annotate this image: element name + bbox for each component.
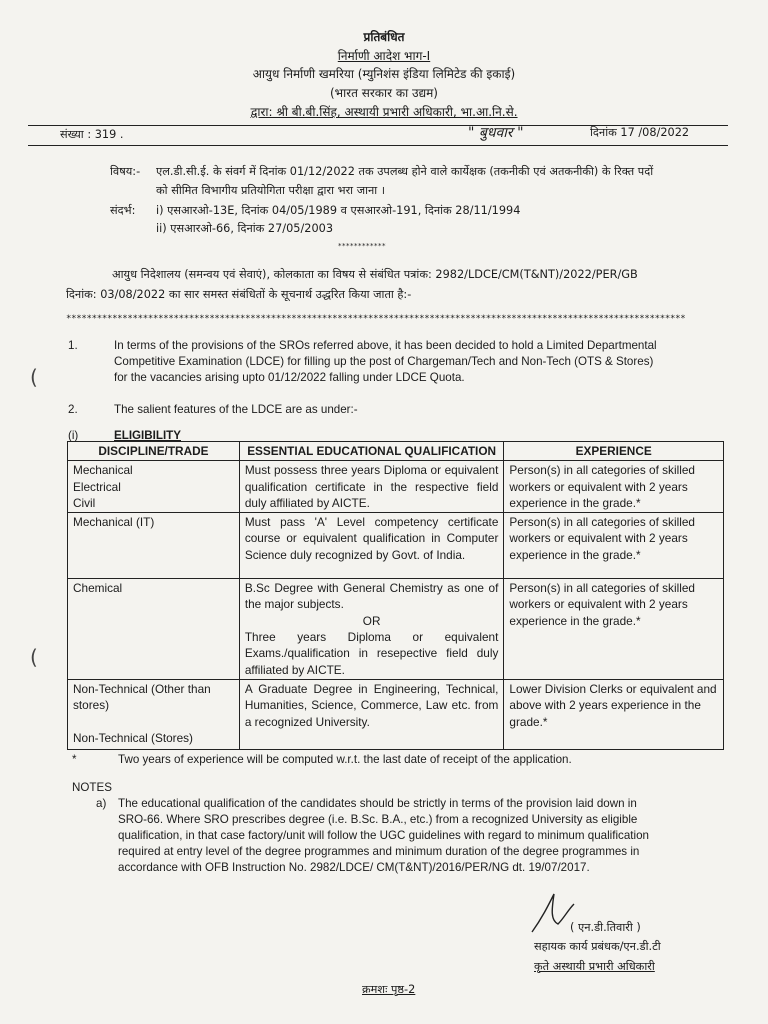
reference-1: i) एसआरओ-13E, दिनांक 04/05/1989 व एसआरओ-191, दिनांक 28/11/1994 bbox=[156, 204, 521, 217]
reference-2: ii) एसआरओ-66, दिनांक 27/05/2003 bbox=[156, 222, 334, 235]
trade-name: Electrical bbox=[73, 479, 121, 494]
issued-by: द्वारा: श्री बी.बी.सिंह, अस्थायी प्रभारी अधिकारी, भा.आ.नि.से. bbox=[250, 105, 518, 119]
column-header-experience: EXPERIENCE bbox=[504, 442, 724, 461]
eligibility-number: (i) bbox=[68, 429, 79, 442]
intro-line-1: आयुध निदेशालय (समन्वय एवं सेवाएं), कोलकाता का विषय से संबंधित पत्रांक: 2982/LDCE/CM(T&NT)/2022/PER/GB bbox=[112, 268, 638, 281]
trade-name: Non-Technical (Stores) bbox=[73, 730, 193, 745]
order-date: दिनांक 17 /08/2022 bbox=[590, 126, 690, 139]
govt-enterprise: (भारत सरकार का उद्यम) bbox=[330, 86, 438, 100]
eligibility-heading: ELIGIBILITY bbox=[114, 429, 181, 442]
trade-cell bbox=[68, 679, 240, 749]
table-row bbox=[68, 679, 724, 749]
qualification-cell: A Graduate Degree in Engineering, Technical, Humanities, Science, Commerce, Law etc. from a recognized University. bbox=[239, 679, 504, 749]
table-row bbox=[68, 579, 724, 680]
subject-line-1: एल.डी.सी.ई. के संवर्ग में दिनांक 01/12/2022 तक उपलब्ध होने वाले कार्येक्षक (तकनीकी एवं अतकनीकी) के रिक्त पदों bbox=[156, 165, 654, 178]
para2-number: 2. bbox=[68, 403, 78, 416]
experience-cell: Person(s) in all categories of skilled workers or equivalent with 2 years experience in the grade.* bbox=[504, 579, 724, 680]
note-a-line-5: accordance with OFB Instruction No. 2982/LDCE/ CM(T&NT)/2016/PER/NG dt. 19/07/2017. bbox=[118, 861, 590, 874]
experience-cell: Person(s) in all categories of skilled workers or equivalent with 2 years experience in the grade.* bbox=[504, 513, 724, 579]
footnote-mark: * bbox=[72, 753, 77, 766]
footnote-text: Two years of experience will be computed w.r.t. the last date of receipt of the application. bbox=[118, 753, 572, 766]
para1-number: 1. bbox=[68, 339, 78, 352]
qualification-cell: Must pass 'A' Level competency certificate course or equivalent qualification in Computer Science duly recognized by Govt. of India. bbox=[239, 513, 504, 579]
asterisk-separator: ************************************************************************************************************************* bbox=[66, 314, 686, 324]
trade-cell bbox=[68, 461, 240, 513]
qualification-option: Three years Diploma or equivalent Exams./qualification in resepective field duly affiliated by AICTE. bbox=[244, 630, 499, 677]
notes-heading: NOTES bbox=[72, 781, 112, 794]
signatory-name: ( एन.डी.तिवारी ) bbox=[570, 921, 641, 934]
note-a-line-4: required at entry level of the degree programmes and minimum duration of the degree programmes in bbox=[118, 845, 640, 858]
order-number: संख्या : 319 . bbox=[60, 128, 124, 141]
qualification-cell: Must possess three years Diploma or equivalent qualification certificate in the respective field duly affiliated by AICTE. bbox=[239, 461, 504, 513]
column-header-trade: DISCIPLINE/TRADE bbox=[68, 442, 240, 461]
trade-cell bbox=[68, 513, 240, 579]
para2-text: The salient features of the LDCE are as under:- bbox=[114, 403, 358, 416]
eligibility-table bbox=[67, 441, 724, 750]
trade-name: Non-Technical (Other than stores) bbox=[73, 681, 211, 713]
qualification-cell bbox=[239, 579, 504, 680]
note-a-line-3: qualification, in that case factory/unit will follow the UGC guidelines with regard to minimum qualification bbox=[118, 829, 649, 842]
experience-cell: Person(s) in all categories of skilled workers or equivalent with 2 years experience in the grade.* bbox=[504, 461, 724, 513]
column-header-qualification: ESSENTIAL EDUCATIONAL QUALIFICATION bbox=[239, 442, 504, 461]
order-heading: निर्माणी आदेश भाग-I bbox=[337, 49, 431, 63]
note-a-line-2: SRO-66. Where SRO prescribes degree (i.e. B.Sc. B.A., etc.) from a recognized University as eligible bbox=[118, 813, 638, 826]
table-row bbox=[68, 513, 724, 579]
trade-name: Mechanical bbox=[73, 463, 133, 478]
margin-bracket-1: ( bbox=[30, 365, 38, 389]
para1-line-2: Competitive Examination (LDCE) for filling up the post of Chargeman/Tech and Non-Tech (OTS & Stores) bbox=[114, 355, 654, 368]
signatory-designation: सहायक कार्य प्रबंधक/एन.डी.टी bbox=[534, 940, 661, 953]
note-a-line-1: The educational qualification of the candidates should be strictly in terms of the provision laid down in bbox=[118, 797, 637, 810]
subject-label: विषय:- bbox=[110, 165, 141, 178]
trade-cell bbox=[68, 579, 240, 680]
trade-name: Civil bbox=[73, 495, 96, 510]
restricted-title: प्रतिबंधित bbox=[363, 30, 405, 44]
qualification-or: OR bbox=[362, 613, 381, 628]
table-header-row bbox=[68, 442, 724, 461]
factory-name: आयुध निर्माणी खमरिया (म्युनिशंस इंडिया लिमिटेड की इकाई) bbox=[252, 67, 516, 81]
reference-rule-bottom bbox=[28, 145, 728, 146]
margin-bracket-2: ( bbox=[30, 645, 38, 669]
intro-line-2: दिनांक: 03/08/2022 का सार समस्त संबंधितों के सूचनार्थ उद्धरित किया जाता है:- bbox=[66, 288, 412, 301]
table-row bbox=[68, 461, 724, 513]
para1-line-1: In terms of the provisions of the SROs referred above, it has been decided to hold a Limited Departmental bbox=[114, 339, 657, 352]
para1-line-3: for the vacancies arising upto 01/12/2022 falling under LDCE Quota. bbox=[114, 371, 465, 384]
subject-line-2: को सीमित विभागीय प्रतियोगिता परीक्षा द्वारा भरा जाना । bbox=[156, 184, 386, 197]
qualification-option: B.Sc Degree with General Chemistry as one of the major subjects. bbox=[244, 581, 499, 612]
note-a-label: a) bbox=[96, 797, 107, 810]
signatory-for: कृते अस्थायी प्रभारी अधिकारी bbox=[534, 960, 655, 973]
stars-divider: ************ bbox=[338, 242, 386, 250]
trade-name: Chemical bbox=[73, 581, 123, 596]
trade-name: Mechanical (IT) bbox=[73, 515, 155, 530]
experience-cell: Lower Division Clerks or equivalent and above with 2 years experience in the grade.* bbox=[504, 679, 724, 749]
day-handwritten: " बुधवार " bbox=[468, 125, 524, 141]
reference-label: संदर्भ: bbox=[110, 204, 136, 217]
continued-page-note: क्रमशः पृष्ठ-2 bbox=[362, 983, 416, 996]
reference-line bbox=[28, 125, 736, 145]
